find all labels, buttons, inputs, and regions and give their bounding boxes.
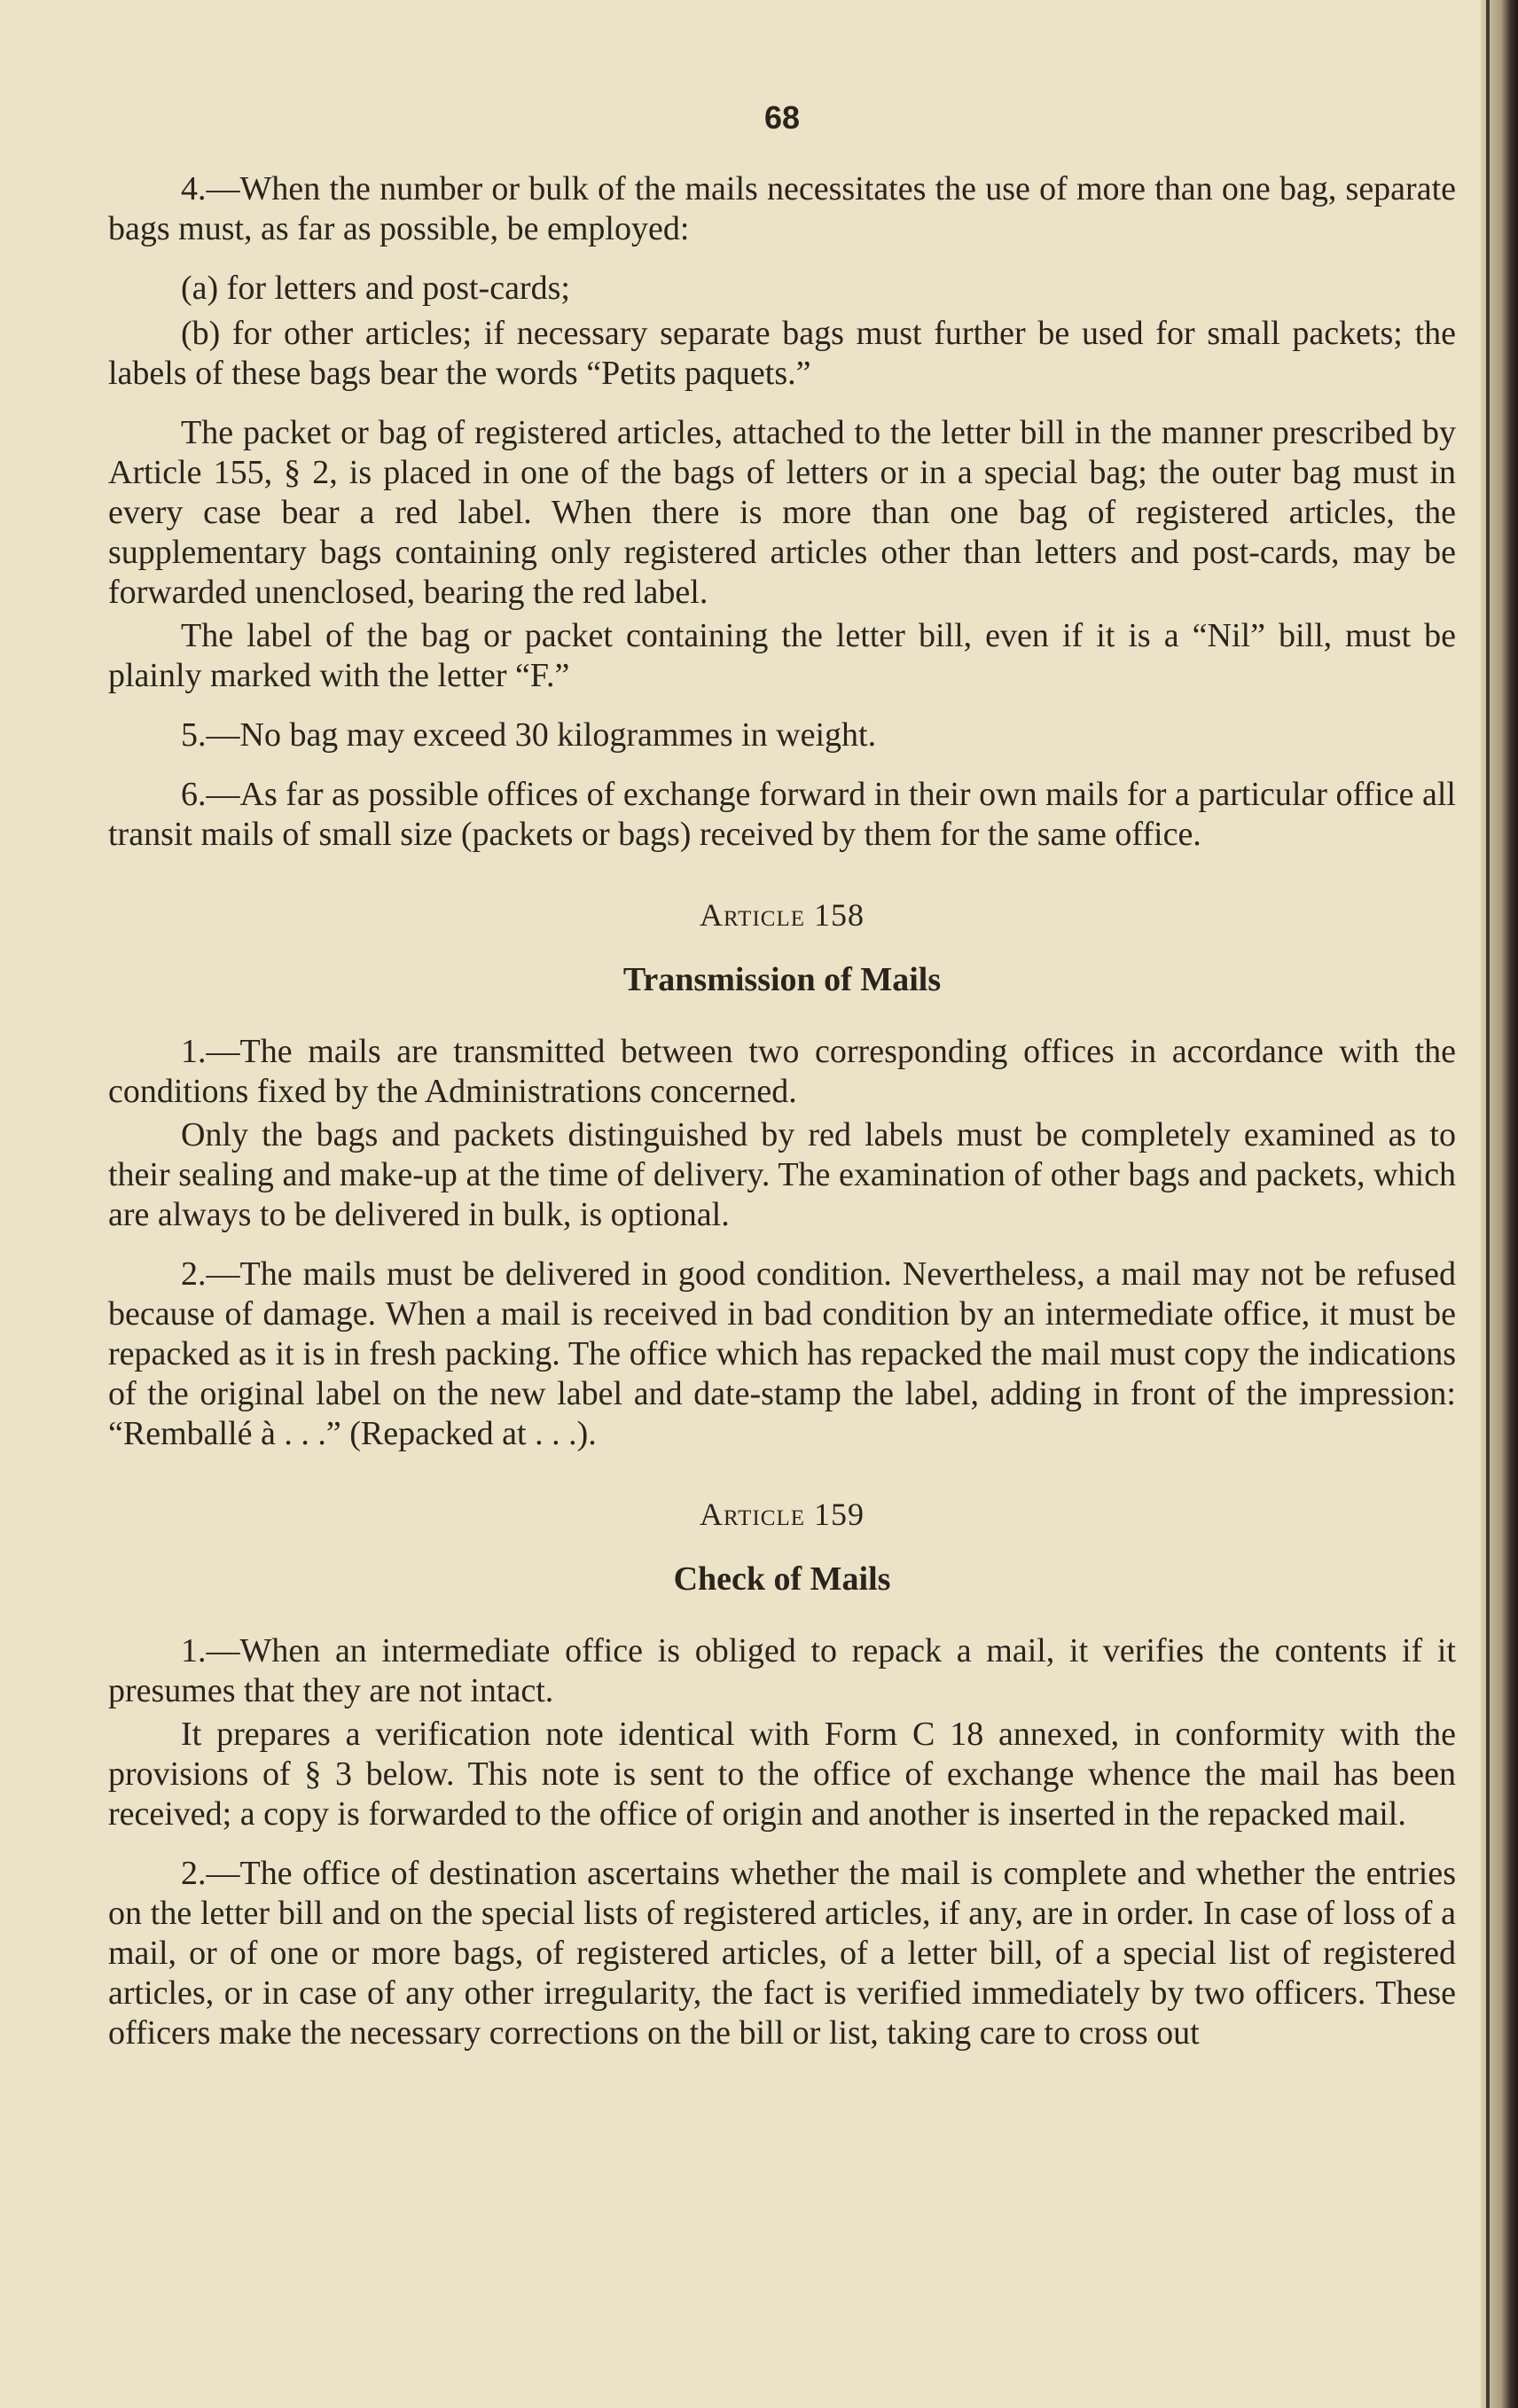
list-item-a: (a) for letters and post-cards; [181,270,570,307]
paragraph-158-1b: Only the bags and packets distinguished by red labels must be completely examined as to their sealing and make-up at the time of delivery. The examination of other bags and packets, which are always to be delivered in bulk, is optional. [108,1116,1456,1233]
paragraph-159-1: 1.—When an intermediate office is obliged to repack a mail, it verifies the contents if it presumes that they are not intact. [108,1632,1456,1709]
list-item-b: (b) for other articles; if necessary separate bags must further be used for small packets; the labels of these bags bear the words “Petits paquets.” [108,315,1456,392]
paragraph-158-2: 2.—The mails must be delivered in good condition. Nevertheless, a mail may not be refused because of damage. When a mail is received in bad condition by an intermediate office, it must be repacked as it is in fresh packing. The office which has repacked the mail must copy the indications of the original label on the new label and date-stamp the label, adding in front of the impression: “Remballé à . . .” (Repacked at . . .). [108,1255,1456,1452]
paragraph-159-1b: It prepares a verification note identical with Form C 18 annexed, in conformity with the provisions of § 3 below. This note is sent to the office of exchange whence the mail has been received; a copy is forwarded to the office of origin and another is inserted in the repacked mail. [108,1716,1456,1833]
paragraph-4: 4.—When the number or bulk of the mails necessitates the use of more than one bag, separate bags must, as far as possible, be employed: [108,170,1456,247]
paragraph-label: The label of the bag or packet containing the letter bill, even if it is a “Nil” bill, must be plainly marked with the letter “F.” [108,617,1456,694]
paragraph-159-2: 2.—The office of destination ascertains whether the mail is complete and whether the entries on the letter bill and on the special lists of registered articles, if any, are in order. In case of loss of a mail, or of one or more bags, of registered articles, of a letter bill, of a special list of registered articles, or in case of any other irregularity, the fact is verified immediately by two officers. These officers make the necessary corrections on the bill or list, taking care to cross out [108,1855,1456,2052]
section-title-check: Check of Mails [673,1560,891,1598]
book-binding-edge [1481,0,1518,2408]
page-number: 68 [763,99,801,136]
paragraph-6: 6.—As far as possible offices of exchange forward in their own mails for a particular office all transit mails of small size (packets or bags) received by them for the same office. [108,776,1456,853]
section-title-transmission: Transmission of Mails [622,961,942,998]
article-159-heading: Article 159 [700,1497,865,1532]
paragraph-158-1: 1.—The mails are transmitted between two corresponding offices in accordance with the conditions fixed by the Administrations concerned. [108,1033,1456,1110]
paragraph-registered: The packet or bag of registered articles, attached to the letter bill in the manner prescribed by Article 155, § 2, is placed in one of the bags of letters or in a special bag; the outer bag must in every case bear a red label. When there is more than one bag of registered articles, the supplementary bags containing only registered articles other than letters and post-cards, may be forwarded unenclosed, bearing the red label. [108,414,1456,611]
paragraph-5: 5.—No bag may exceed 30 kilogrammes in weight. [181,716,877,754]
page-content [108,98,1456,2073]
article-158-heading: Article 158 [700,897,865,933]
